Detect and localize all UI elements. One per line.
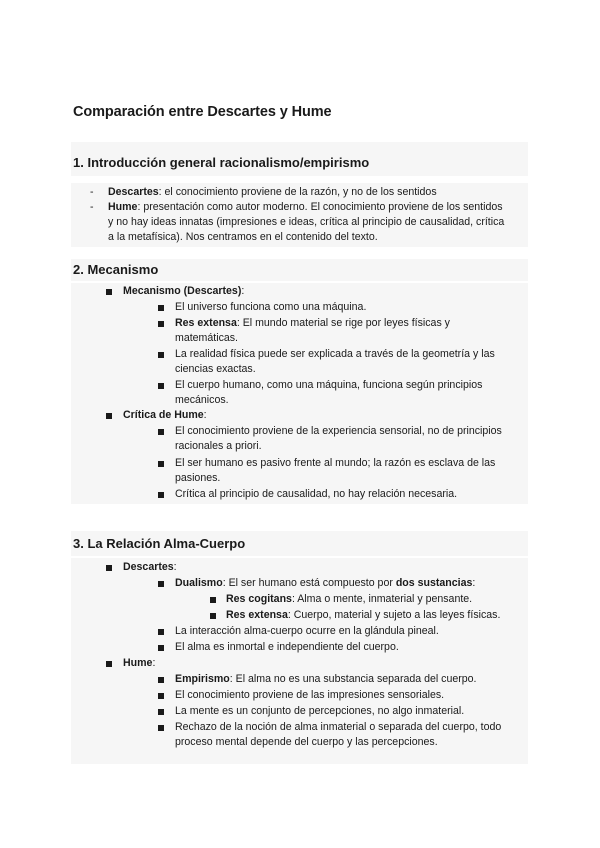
list-item (226, 608, 500, 623)
square-bullet (106, 413, 112, 419)
list-item-continuation: pasiones. (175, 472, 221, 484)
item-label: Res cogitans (226, 593, 292, 605)
list-group-heading: Hume: (123, 657, 156, 669)
item-text: : Cuerpo, material y sujeto a las leyes físicas. (287, 609, 501, 621)
item-text: : Alma o mente, inmaterial y pensante. (291, 593, 473, 605)
square-bullet (158, 693, 164, 699)
list-item: Dualismo: El ser humano está compuesto por dos sustancias: (175, 577, 476, 589)
item-text: : el conocimiento proviene de la razón, y no de los sentidos (158, 186, 437, 198)
list-item: Rechazo de la noción de alma inmaterial o separada del cuerpo, todo (175, 721, 502, 733)
list-group-heading: Crítica de Hume: (123, 409, 207, 421)
list-item: La interacción alma-cuerpo ocurre en la glándula pineal. (175, 625, 439, 637)
list-item-continuation: ciencias exactas. (175, 363, 256, 375)
list-group-heading: Mecanismo (Descartes): (123, 285, 245, 297)
section-3-heading: 3. La Relación Alma-Cuerpo (73, 536, 246, 551)
item-label: Dualismo (175, 577, 223, 589)
square-bullet (210, 613, 216, 619)
square-bullet (158, 677, 164, 683)
list-item-continuation: proceso mental depende del cuerpo y las percepciones. (175, 736, 438, 748)
item-label: Hume (108, 201, 138, 213)
square-bullet (158, 321, 164, 327)
list-item (226, 592, 472, 607)
group-label: Descartes (123, 561, 174, 573)
square-bullet (158, 429, 164, 435)
list-item: El cuerpo humano, como una máquina, funciona según principios (175, 379, 483, 391)
square-bullet (106, 661, 112, 667)
item-label: Empirismo (175, 673, 230, 685)
section-1-heading: 1. Introducción general racionalismo/empirismo (73, 155, 370, 170)
square-bullet (158, 629, 164, 635)
square-bullet (158, 645, 164, 651)
group-label: Crítica de Hume (123, 409, 204, 421)
list-item-continuation: y no hay ideas innatas (impresiones e ideas, crítica al principio de causalidad, crítica (108, 216, 505, 228)
list-item-continuation: racionales a priori. (175, 440, 262, 452)
square-bullet (158, 581, 164, 587)
item-label: Res extensa (226, 609, 288, 621)
list-item: La mente es un conjunto de percepciones, no algo inmaterial. (175, 705, 465, 717)
square-bullet (158, 383, 164, 389)
item-emphasis: dos sustancias (395, 577, 473, 589)
square-bullet (106, 565, 112, 571)
square-bullet (158, 461, 164, 467)
item-label: Res extensa (175, 317, 237, 329)
list-item: El ser humano es pasivo frente al mundo; la razón es esclava de las (175, 457, 496, 469)
list-item (108, 200, 503, 215)
list-item (175, 672, 477, 687)
list-item: El alma es inmortal e independiente del cuerpo. (175, 641, 399, 653)
section-2-heading: 2. Mecanismo (73, 262, 159, 277)
list-item-continuation: matemáticas. (175, 332, 238, 344)
list-item-continuation: a la metafísica). Nos centramos en el contenido del texto. (108, 231, 378, 243)
item-text: : El mundo material se rige por leyes físicas y (236, 317, 450, 329)
page-title: Comparación entre Descartes y Hume (73, 104, 332, 120)
item-text: : El alma no es una substancia separada del cuerpo. (229, 673, 477, 685)
list-item: El universo funciona como una máquina. (175, 301, 367, 313)
item-text: : El ser humano está compuesto por (222, 577, 396, 589)
item-text: : presentación como autor moderno. El conocimiento proviene de los sentidos (137, 201, 503, 213)
group-label: Hume (123, 657, 153, 669)
square-bullet (158, 725, 164, 731)
list-item (108, 185, 437, 200)
list-group-heading: Descartes: (123, 561, 177, 573)
list-item (175, 316, 450, 331)
list-item: Crítica al principio de causalidad, no hay relación necesaria. (175, 488, 458, 500)
dash-bullet: - (90, 186, 94, 198)
square-bullet (210, 597, 216, 603)
square-bullet (158, 352, 164, 358)
square-bullet (158, 709, 164, 715)
list-item: El conocimiento proviene de la experiencia sensorial, no de principios (175, 425, 502, 437)
square-bullet (158, 305, 164, 311)
list-item: La realidad física puede ser explicada a través de la geometría y las (175, 348, 495, 360)
list-item-continuation: mecánicos. (175, 394, 229, 406)
list-item: El conocimiento proviene de las impresiones sensoriales. (175, 689, 445, 701)
square-bullet (106, 289, 112, 295)
dash-bullet: - (90, 201, 94, 213)
square-bullet (158, 492, 164, 498)
group-label: Mecanismo (Descartes) (123, 285, 242, 297)
item-label: Descartes (108, 186, 159, 198)
